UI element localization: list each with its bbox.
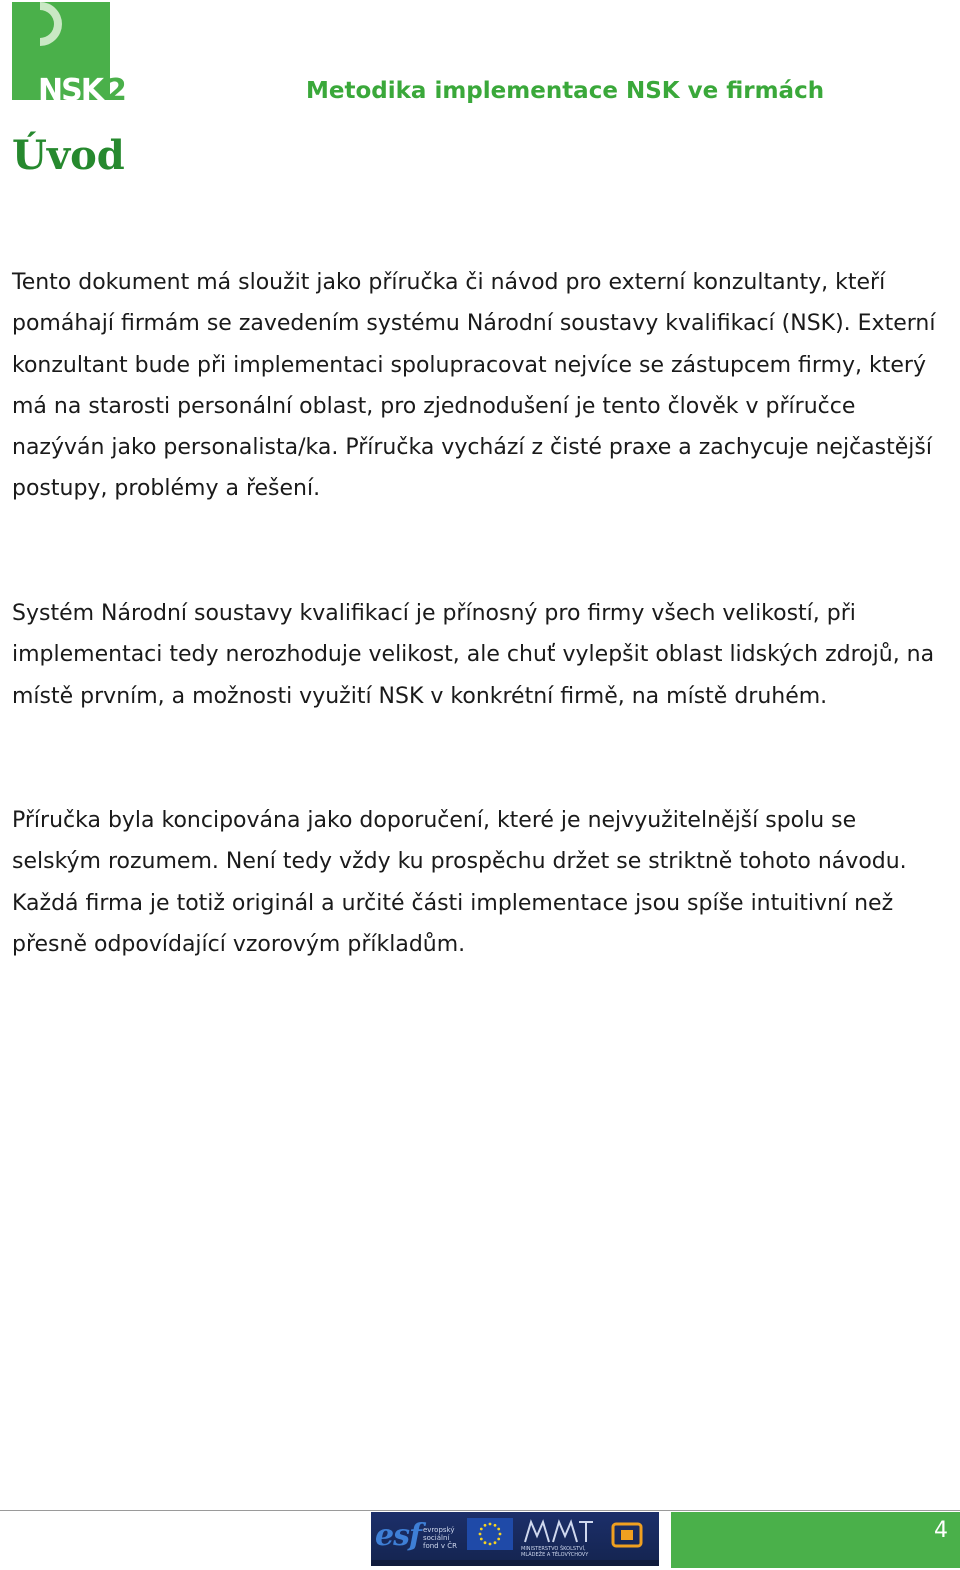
esf-logo: esf [375,1518,421,1553]
eu-flag-icon [467,1518,513,1550]
paragraph-system: Systém Národní soustavy kvalifikací je přínosný pro firmy všech velikostí, při implementaci tedy nerozhoduje velikost, ale chuť vylepšit oblast lidských zdrojů, na místě prvním, a možnosti využití NSK v konkrétní firmě, na místě druhém. [12,601,935,709]
footer-green-bar [671,1512,960,1568]
page-number: 4 [934,1518,948,1543]
funding-logos-banner [371,1512,659,1566]
paragraph-intro: Tento dokument má sloužit jako příručka či návod pro externí konzultanty, kteří pomáhají firmám se zavedením systému Národní soustavy kvalifikací (NSK). Externí konzultant bude při implementaci spolupracovat nejvíce se zástupcem firmy, který má na starosti personální oblast, pro zjednodušení je tento člověk v příručce nazýván jako personalista/ka. Příručka vychází z čisté praxe a zachycuje nejčastější postupy, problémy a řešení. [12,270,936,502]
esf-caption: evropský sociální fond v ČR [423,1526,457,1550]
svg-text:2: 2 [106,73,127,102]
chapter-title: Úvod [12,132,125,179]
paragraph-recommendation: Příručka byla koncipována jako doporučení, které je nejvyužitelnější spolu se selským rozumem. Není tedy vždy ku prospěchu držet se striktně tohoto návodu. Každá firma je totiž originál a určité části implementace jsou spíše intuitivní než přesně odpovídající vzorovým příkladům. [12,808,907,957]
banner-strip [371,1560,659,1566]
nsk2-logo [12,2,132,102]
header-title: Metodika implementace NSK ve firmách [306,78,825,104]
svg-text:NSK: NSK [38,73,102,102]
footer-divider [0,1510,960,1511]
nsk2-logo-graphic [12,2,132,102]
op-logo-icon [607,1520,647,1550]
page-footer [0,1508,960,1570]
msmt-logo [521,1516,597,1560]
msmt-caption: MINISTERSTVO ŠKOLSTVÍ, MLÁDEŽE A TĚLOVÝCHOVY [521,1546,589,1558]
